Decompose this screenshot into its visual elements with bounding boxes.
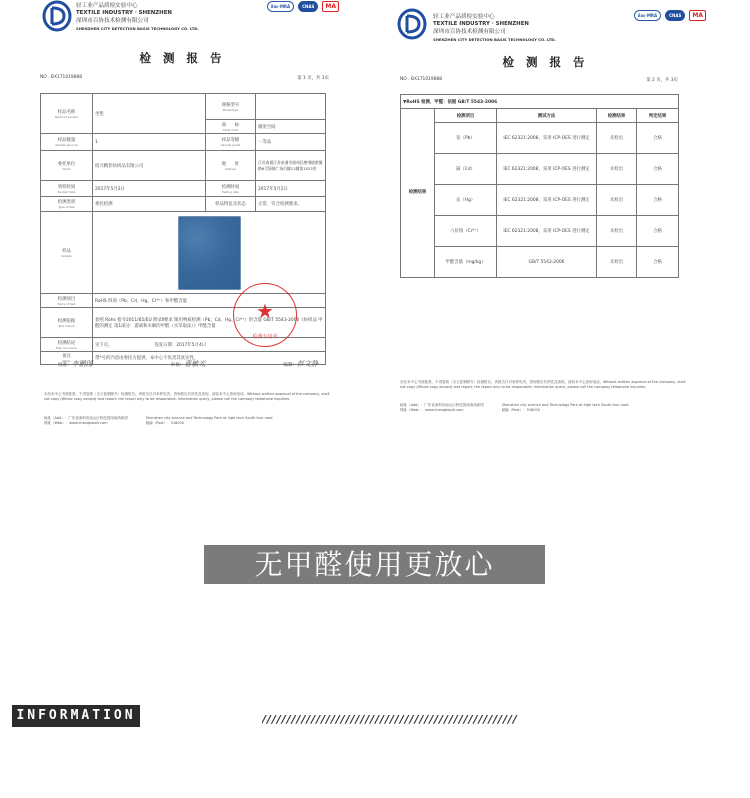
col-item: 检测项目 <box>435 109 497 123</box>
col-result: 检测结果 <box>597 109 637 123</box>
row-method: IEC 62321:2008，采用 ICP-OES 进行测定 <box>497 123 597 154</box>
row-method: IEC 62321:2008，采用 ICP-OES 进行测定 <box>497 154 597 185</box>
quantity-label: 样品数量 Sample amount <box>41 134 93 151</box>
remark-value: 带*号的内容由委托方提供，本中心不负责其真实性。 <box>93 352 326 365</box>
row-method: GB/T 5543-2006 <box>497 247 597 278</box>
org-name-en: TEXTILE INDUSTRY · SHENZHEN <box>433 21 529 28</box>
grade-value: 一等品 <box>256 134 326 151</box>
row-judge: 合格 <box>637 185 679 216</box>
model-value <box>256 94 326 120</box>
sample-state-value: 正常，符合检测要求。 <box>256 197 326 212</box>
org-name-cn: 轻工业产品质检实验中心 <box>433 14 495 20</box>
quantity-value: 1 <box>93 134 206 151</box>
organization-logo-icon <box>397 8 427 40</box>
stamp-text: 检测专用章 <box>252 334 278 340</box>
org-name-en: TEXTILE INDUSTRY · SHENZHEN <box>76 10 172 17</box>
table-row <box>401 247 679 278</box>
stamp-star-icon: ★ <box>256 299 274 323</box>
row-result: 未检出 <box>597 123 637 154</box>
remark-label: 备注 Notes <box>41 352 93 365</box>
brand-value: 棉度空间 <box>256 120 326 134</box>
conclusion-label: 检测结论 Test conclusion <box>41 338 93 352</box>
sample-name-value: 坐垫 <box>93 94 206 134</box>
row-judge: 合格 <box>637 247 679 278</box>
test-item-label: 检测项目 Items of test <box>41 294 93 308</box>
organization-name <box>433 14 556 44</box>
grade-label: 样品等级 Sample grade <box>206 134 256 151</box>
test-type-label: 检测类别 Type of test <box>41 197 93 212</box>
contact-footer <box>44 416 344 426</box>
section-label: 检测结果 <box>401 109 435 278</box>
row-result: 未检出 <box>597 185 637 216</box>
row-item: 镉（Cd） <box>435 154 497 185</box>
footer-web: 网址（Web）：www.changbiaoh.com <box>44 421 108 426</box>
ilac-mark-icon: ilac·MRA <box>634 10 662 21</box>
org-name-cn-2: 深圳市百协技术检测有限公司 <box>76 17 149 24</box>
test-item-value: RoHS 四项（Pb、Cd、Hg、Cr⁶⁺）和甲醛含量 <box>93 294 326 308</box>
approve-signature: 批准：李鹏图 <box>58 360 93 368</box>
cnas-mark-icon: CNAS <box>298 1 318 12</box>
footer-address-en: Shenzhen city science and Technology Park at high tech South four road <box>145 416 273 420</box>
page-indicator: 第 1 页，共 3页 <box>297 76 329 81</box>
review-signature: 审核：曹敏光 <box>170 360 206 368</box>
row-method: IEC 62321:2008，采用 ICP-OES 进行测定 <box>497 185 597 216</box>
ma-mark-icon: MA <box>689 10 706 21</box>
conclusion-value: 见下页。 签发日期：2017年5月4日 <box>93 338 326 352</box>
col-method: 测试方法 <box>497 109 597 123</box>
footer-web: 网址（Web）：www.changbiaoh.com <box>400 408 464 413</box>
accreditation-marks <box>267 1 339 12</box>
legal-notice: 未经本中心书面批准，不得复制（全文复制除外）检测报告。该报告仅对来样负责。咨询报告有效性及查询，请致本中心查询电话。Without written approval of the company, shall not copy (Whole copy except) test report; the report only to be responsible. Information query, please call the company telephone inquiries. <box>44 392 330 402</box>
row-judge: 合格 <box>637 216 679 247</box>
report-title: 检 测 报 告 <box>139 51 226 65</box>
formaldehyde-free-banner: 无甲醛使用更放心 <box>204 545 545 584</box>
organization-name <box>76 3 199 33</box>
decorative-divider: //////////////////////////////////////////////////// <box>262 713 518 726</box>
received-label: 到样时间 Receipt date <box>41 181 93 197</box>
sample-label: 样品 Sample <box>41 212 93 294</box>
row-result: 未检出 <box>597 247 637 278</box>
received-value: 2017年5月2日 <box>93 181 206 197</box>
address-value: 江苏南通江苏南通市通州区磨纲镇紫薇路6号绿城广场后幢11幢第1025室 <box>256 151 326 181</box>
row-result: 未检出 <box>597 216 637 247</box>
contact-footer <box>400 403 700 413</box>
row-judge: 合格 <box>637 123 679 154</box>
table-row <box>401 216 679 247</box>
information-tag: INFORMATION <box>12 705 140 727</box>
brand-label: 商 标 Trade mark <box>206 120 256 134</box>
fabric-sample-image <box>178 216 241 290</box>
table-row <box>401 185 679 216</box>
ma-mark-icon: MA <box>322 1 339 12</box>
row-judge: 合格 <box>637 154 679 185</box>
report-page-1 <box>20 0 345 426</box>
page-indicator: 第 2 页，共 3页 <box>646 78 678 83</box>
ilac-mark-icon: ilac·MRA <box>267 1 295 12</box>
footer-address: 地址（Add）：广东省深圳市南山区科技园深南高新园 <box>44 416 128 420</box>
sample-name-label: 样品名称 Name of sample <box>41 94 93 134</box>
cnas-mark-icon: CNAS <box>665 10 685 21</box>
footer-post: 邮编（Post）：518000 <box>501 408 540 413</box>
report-number: NO . BX171019888 <box>400 77 443 82</box>
org-name-en-2: SHENZHEN CITY DETECTION BASIS TECHNOLOGY CO. LTD. <box>76 26 199 32</box>
row-item: 汞（Hg） <box>435 185 497 216</box>
letterhead <box>383 0 708 42</box>
client-value: 绍兴精菲纺织品有限公司 <box>93 151 206 181</box>
row-method: IEC 62321:2008，采用 ICP-OES 进行测定 <box>497 216 597 247</box>
row-item: 六价铬（Cr⁶⁺） <box>435 216 497 247</box>
organization-logo-icon <box>42 0 72 32</box>
signature-row <box>58 359 318 369</box>
accreditation-marks <box>634 10 706 21</box>
row-item: 铅（Pb） <box>435 123 497 154</box>
letterhead <box>20 0 345 42</box>
row-item: 甲醛含量（mg/kg） <box>435 247 497 278</box>
client-label: 委托单位 Client <box>41 151 93 181</box>
results-table <box>400 94 679 278</box>
address-label: 地 址 Address <box>206 151 256 181</box>
org-name-cn-2: 深圳市百协技术检测有限公司 <box>433 28 506 35</box>
inspection-stamp <box>233 283 297 347</box>
tested-label: 检测时间 Testing date <box>206 181 256 197</box>
results-header-row: ▼RoHS 检测、甲醛：依据 GB/T 5543-2006 <box>401 95 679 109</box>
footer-post: 邮编（Post）：518000 <box>145 421 184 426</box>
org-name-cn: 轻工业产品质检实验中心 <box>76 3 138 9</box>
org-name-en-2: SHENZHEN CITY DETECTION BASIS TECHNOLOGY CO. LTD. <box>433 37 556 43</box>
test-basis-label: 检测依据 Test criteria <box>41 308 93 338</box>
sample-state-label: 样品特征及状态 <box>206 197 256 212</box>
table-row <box>401 154 679 185</box>
legal-notice: 未经本中心书面批准，不得复制（全文复制除外）检测报告。该报告仅对来样负责。咨询报告有效性及查询，请致本中心查询电话。Without written approval of the company, shall not copy (Whole copy except) test report; the report only to be responsible. Information query, please call the company telephone inquiries. <box>400 380 686 390</box>
report-number: NO . BX171019888 <box>40 75 83 80</box>
col-judge: 判定结果 <box>637 109 679 123</box>
edit-signature: 编制：彭文静 <box>283 360 318 368</box>
table-row <box>401 123 679 154</box>
test-type-value: 委托检测 <box>93 197 206 212</box>
model-label: 规格型号 Model/Type <box>206 94 256 120</box>
tested-value: 2017年5月2日 <box>256 181 326 197</box>
row-result: 未检出 <box>597 154 637 185</box>
sample-image-cell <box>93 212 326 294</box>
report-page-2 <box>383 0 708 420</box>
report-title: 检 测 报 告 <box>502 55 589 69</box>
test-basis-value: 参照 Rohs 指令2011/65/EU 附录Ⅱ要求 限用物质检测（Pb、Cd、Hg、Cr⁶⁺）的含量 GB/T 5543-2006《纺织品 甲醛的测定 第1部分：游离和水解的甲醛（水萃取法）》甲醛含量 <box>93 308 326 338</box>
footer-address: 地址（Add）：广东省深圳市南山区科技园深南高新园 <box>400 403 484 407</box>
footer-address-en: Shenzhen city science and Technology Park at high tech South four road <box>501 403 629 407</box>
